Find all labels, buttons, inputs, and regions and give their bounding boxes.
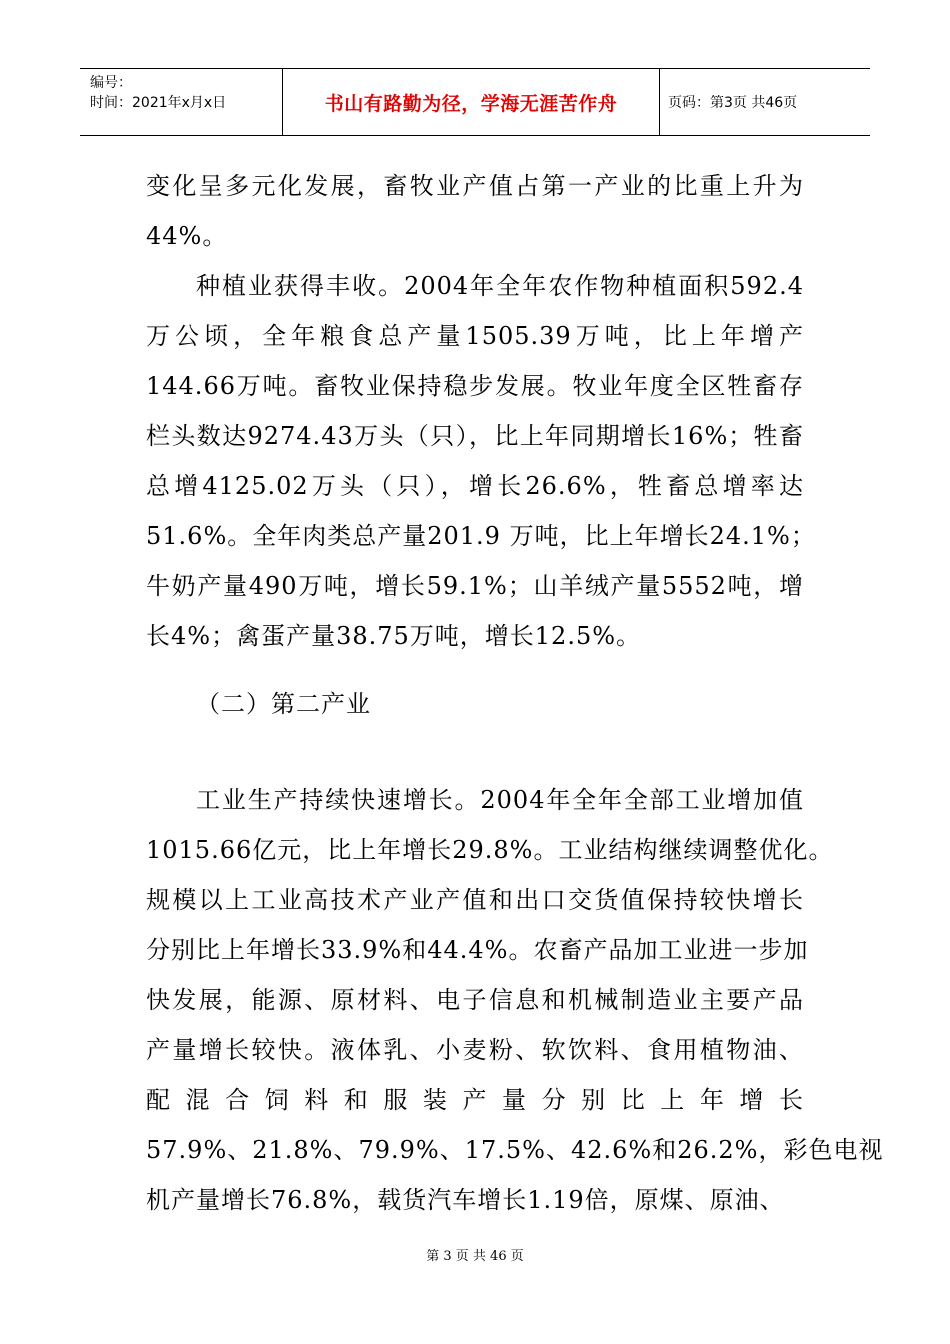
section-heading: （二）第二产业 — [196, 690, 371, 718]
text-line: 144.66万吨。畜牧业保持稳步发展。牧业年度全区牲畜存 — [146, 372, 804, 400]
page-header — [80, 68, 870, 136]
text-line: 配混合饲料和服装产量分别比上年增长 — [146, 1086, 804, 1114]
text-line: 总增4125.02万头（只），增长26.6%，牲畜总增率达 — [146, 472, 804, 500]
text-line: 57.9%、21.8%、79.9%、17.5%、42.6%和26.2%，彩色电视 — [146, 1136, 884, 1164]
text-line: 栏头数达9274.43万头（只），比上年同期增长16%；牲畜 — [146, 422, 804, 450]
page-footer: 第 3 页 共 46 页 — [426, 1249, 524, 1264]
text-line: 分别比上年增长33.9%和44.4%。农畜产品加工业进一步加 — [146, 936, 809, 964]
text-line: 机产量增长76.8%，载货汽车增长1.19倍，原煤、原油、 — [146, 1186, 785, 1214]
paragraph-start: 种植业获得丰收。2004年全年农作物种植面积592.4 — [196, 272, 804, 300]
text-line: 1015.66亿元，比上年增长29.8%。工业结构继续调整优化。 — [146, 836, 834, 864]
page-info: 页码：第3页 共46页 — [668, 95, 798, 111]
header-meta — [80, 69, 283, 135]
text-line: 长4%；禽蛋产量38.75万吨，增长12.5%。 — [146, 622, 642, 650]
text-line: 牛奶产量490万吨，增长59.1%；山羊绒产量5552吨，增 — [146, 572, 804, 600]
motto: 书山有路勤为径，学海无涯苦作舟 — [283, 69, 660, 135]
text-line: 快发展，能源、原材料、电子信息和机械制造业主要产品 — [146, 986, 804, 1014]
text-line: 万公顷，全年粮食总产量1505.39万吨，比上年增产 — [146, 322, 804, 350]
text-line: 51.6%。全年肉类总产量201.9 万吨，比上年增长24.1%； — [146, 522, 816, 550]
text-line: 规模以上工业高技术产业产值和出口交货值保持较快增长 — [146, 886, 804, 914]
text-line: 产量增长较快。液体乳、小麦粉、软饮料、食用植物油、 — [146, 1036, 804, 1064]
paragraph-start: 工业生产持续快速增长。2004年全年全部工业增加值 — [196, 786, 804, 814]
time-label: 时间：2021年x月x日 — [90, 95, 227, 111]
text-line: 44%。 — [146, 222, 228, 250]
number-label: 编号： — [90, 75, 132, 91]
text-line: 变化呈多元化发展，畜牧业产值占第一产业的比重上升为 — [146, 172, 804, 200]
